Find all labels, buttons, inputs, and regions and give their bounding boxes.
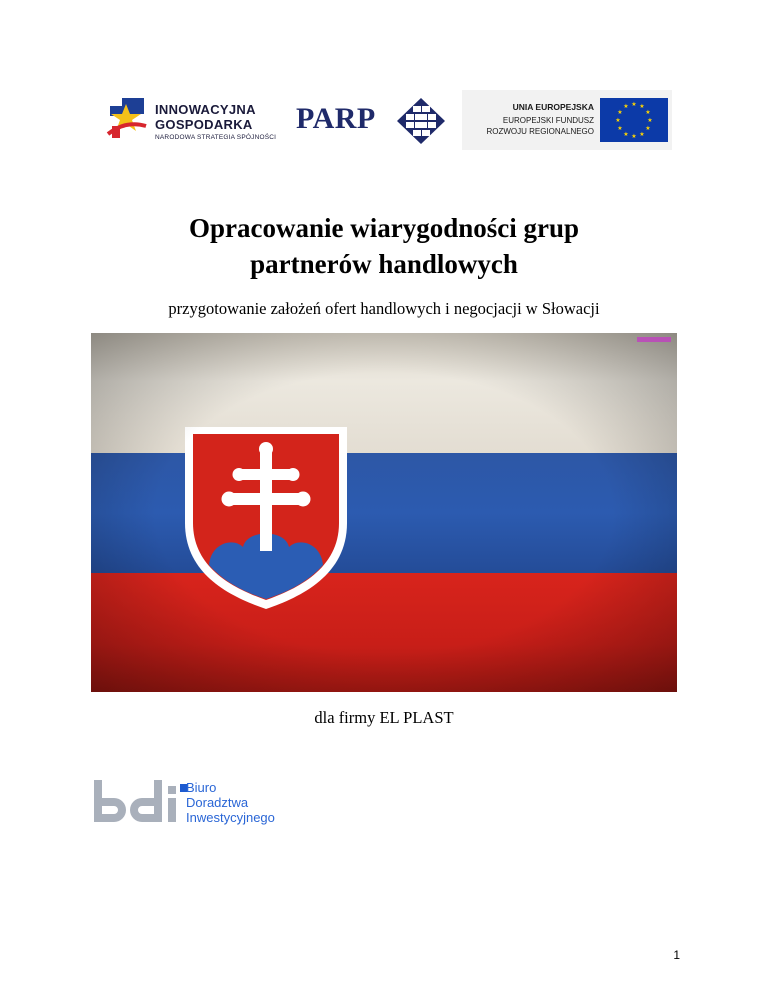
eu-line2: EUROPEJSKI FUNDUSZ [502,116,594,125]
eu-line1: UNIA EUROPEJSKA [512,102,594,112]
document-title [0,210,768,282]
parp-logo [296,94,452,146]
eu-flag-icon [600,98,668,142]
prepared-for-company: dla firmy EL PLAST [314,708,454,727]
svg-text:★: ★ [645,109,651,116]
title-line2: partnerów handlowych [250,249,518,279]
document-subtitle: przygotowanie założeń ofert handlowych i negocjacji w Słowacji [168,299,600,318]
svg-text:★: ★ [631,101,637,108]
bdi-mark-icon [94,780,180,826]
svg-text:★: ★ [639,103,645,110]
slovakia-flag-image [91,333,677,692]
innovation-star-icon [106,96,152,142]
parp-wordmark: PARP [296,102,376,135]
svg-text:★: ★ [623,131,629,138]
svg-text:★: ★ [639,131,645,138]
bdi-logo [94,776,314,832]
page-number: 1 [673,948,680,962]
bdi-line3: Inwestycyjnego [186,810,275,825]
flag-vignette [91,333,677,692]
svg-text:★: ★ [631,133,637,140]
svg-text:★: ★ [615,117,621,124]
bdi-line1: Biuro [186,780,217,795]
svg-text:★: ★ [617,125,623,132]
svg-text:★: ★ [617,109,623,116]
eu-fund-logo [462,90,672,150]
innovation-line2: GOSPODARKA [155,117,253,132]
eu-line3: ROZWOJU REGIONALNEGO [486,127,594,136]
bdi-line2: Doradztwa [186,795,249,810]
innovation-economy-logo [100,94,280,146]
title-line1: Opracowanie wiarygodności grup [188,213,579,243]
innovation-line1: INNOWACYJNA [155,102,256,117]
watermark-tag [637,337,671,342]
svg-text:★: ★ [623,103,629,110]
svg-text:★: ★ [645,125,651,132]
sponsor-logos [100,90,670,152]
svg-text:★: ★ [647,117,653,124]
innovation-line3: NARODOWA STRATEGIA SPÓJNOŚCI [155,134,277,141]
parp-diamond-icon [396,97,446,145]
